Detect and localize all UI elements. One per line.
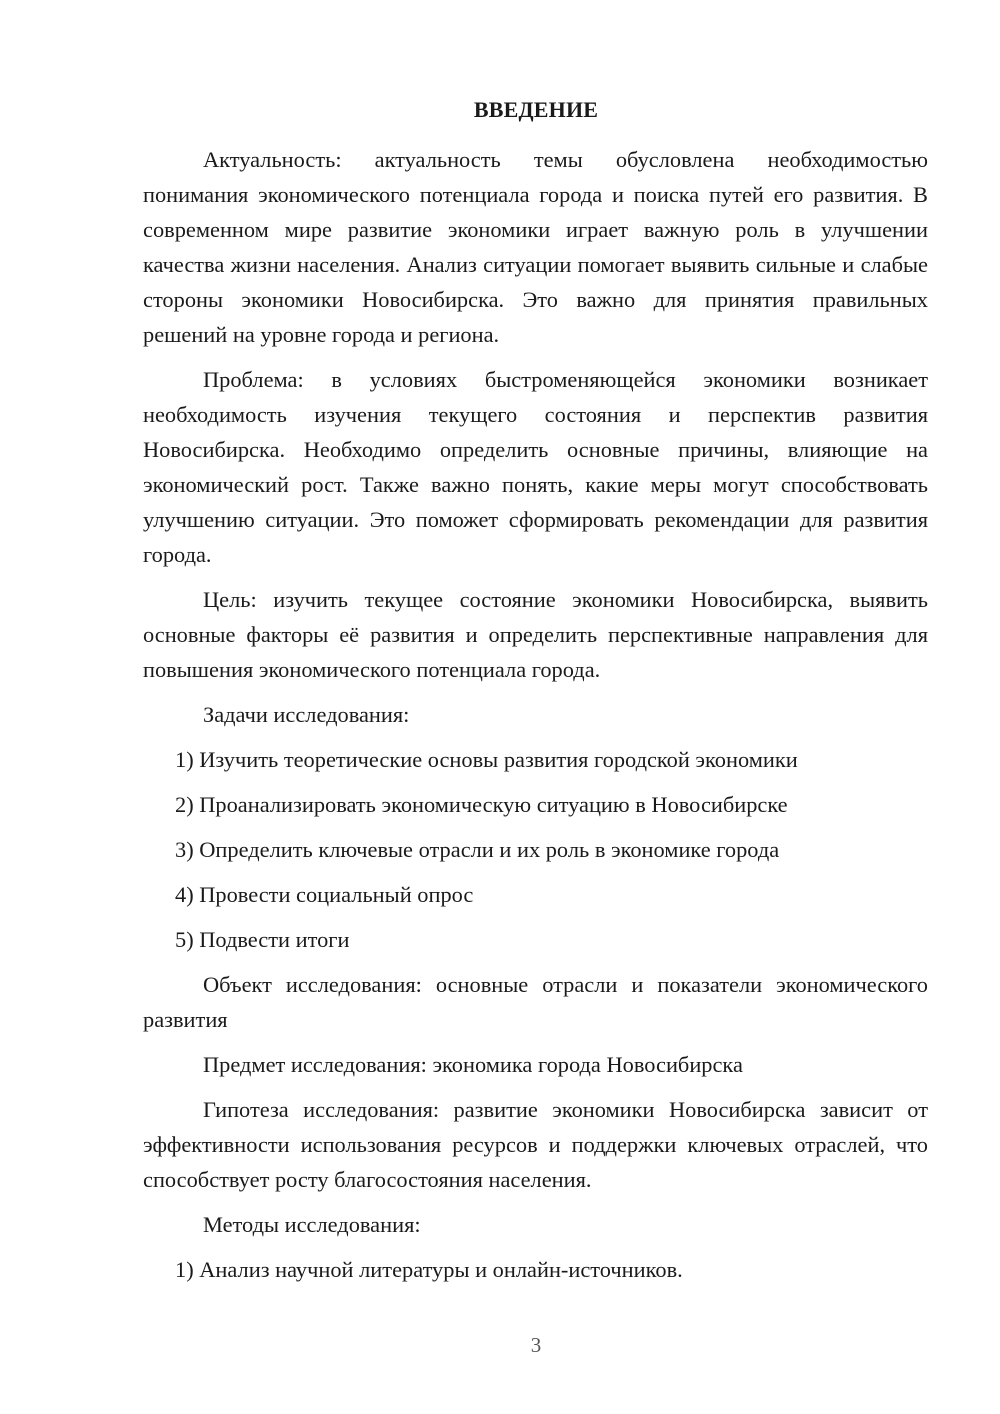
tasks-heading: Задачи исследования: (203, 702, 410, 727)
list-item: 1) Анализ научной литературы и онлайн-источников. (175, 1257, 683, 1282)
hypothesis-paragraph: Гипотеза исследования: развитие экономики Новосибирска зависит от эффективности использования ресурсов и поддержки ключевых отраслей, что способствует росту благосостояния населения. (143, 1097, 928, 1192)
problem-paragraph: Проблема: в условиях быстроменяющейся экономики возникает необходимость изучения текущего состояния и перспектив развития Новосибирска. Необходимо определить основные причины, влияющие на экономический рост. Также важно понять, какие меры могут способствовать улучшению ситуации. Это поможет сформировать рекомендации для развития города. (143, 367, 928, 567)
page-title: ВВЕДЕНИЕ (473, 97, 599, 122)
methods-heading: Методы исследования: (203, 1212, 421, 1237)
subject-paragraph: Предмет исследования: экономика города Новосибирска (203, 1052, 743, 1077)
goal-paragraph: Цель: изучить текущее состояние экономики Новосибирска, выявить основные факторы её развития и определить перспективные направления для повышения экономического потенциала города. (143, 587, 928, 682)
object-paragraph: Объект исследования: основные отрасли и показатели экономического развития (143, 972, 928, 1032)
list-item: 1) Изучить теоретические основы развития городской экономики (175, 747, 798, 772)
list-item: 5) Подвести итоги (175, 927, 350, 952)
list-item: 3) Определить ключевые отрасли и их роль в экономике города (175, 837, 780, 862)
page-number: 3 (530, 1333, 542, 1357)
document-body (143, 142, 928, 1297)
methods-list (143, 1252, 928, 1287)
tasks-list (143, 742, 928, 957)
list-item: 2) Проанализировать экономическую ситуацию в Новосибирске (175, 792, 788, 817)
relevance-paragraph: Актуальность: актуальность темы обусловлена необходимостью понимания экономического потенциала города и поиска путей его развития. В современном мире развитие экономики играет важную роль в улучшении качества жизни населения. Анализ ситуации помогает выявить сильные и слабые стороны экономики Новосибирска. Это важно для принятия правильных решений на уровне города и региона. (143, 147, 928, 347)
list-item: 4) Провести социальный опрос (175, 882, 474, 907)
